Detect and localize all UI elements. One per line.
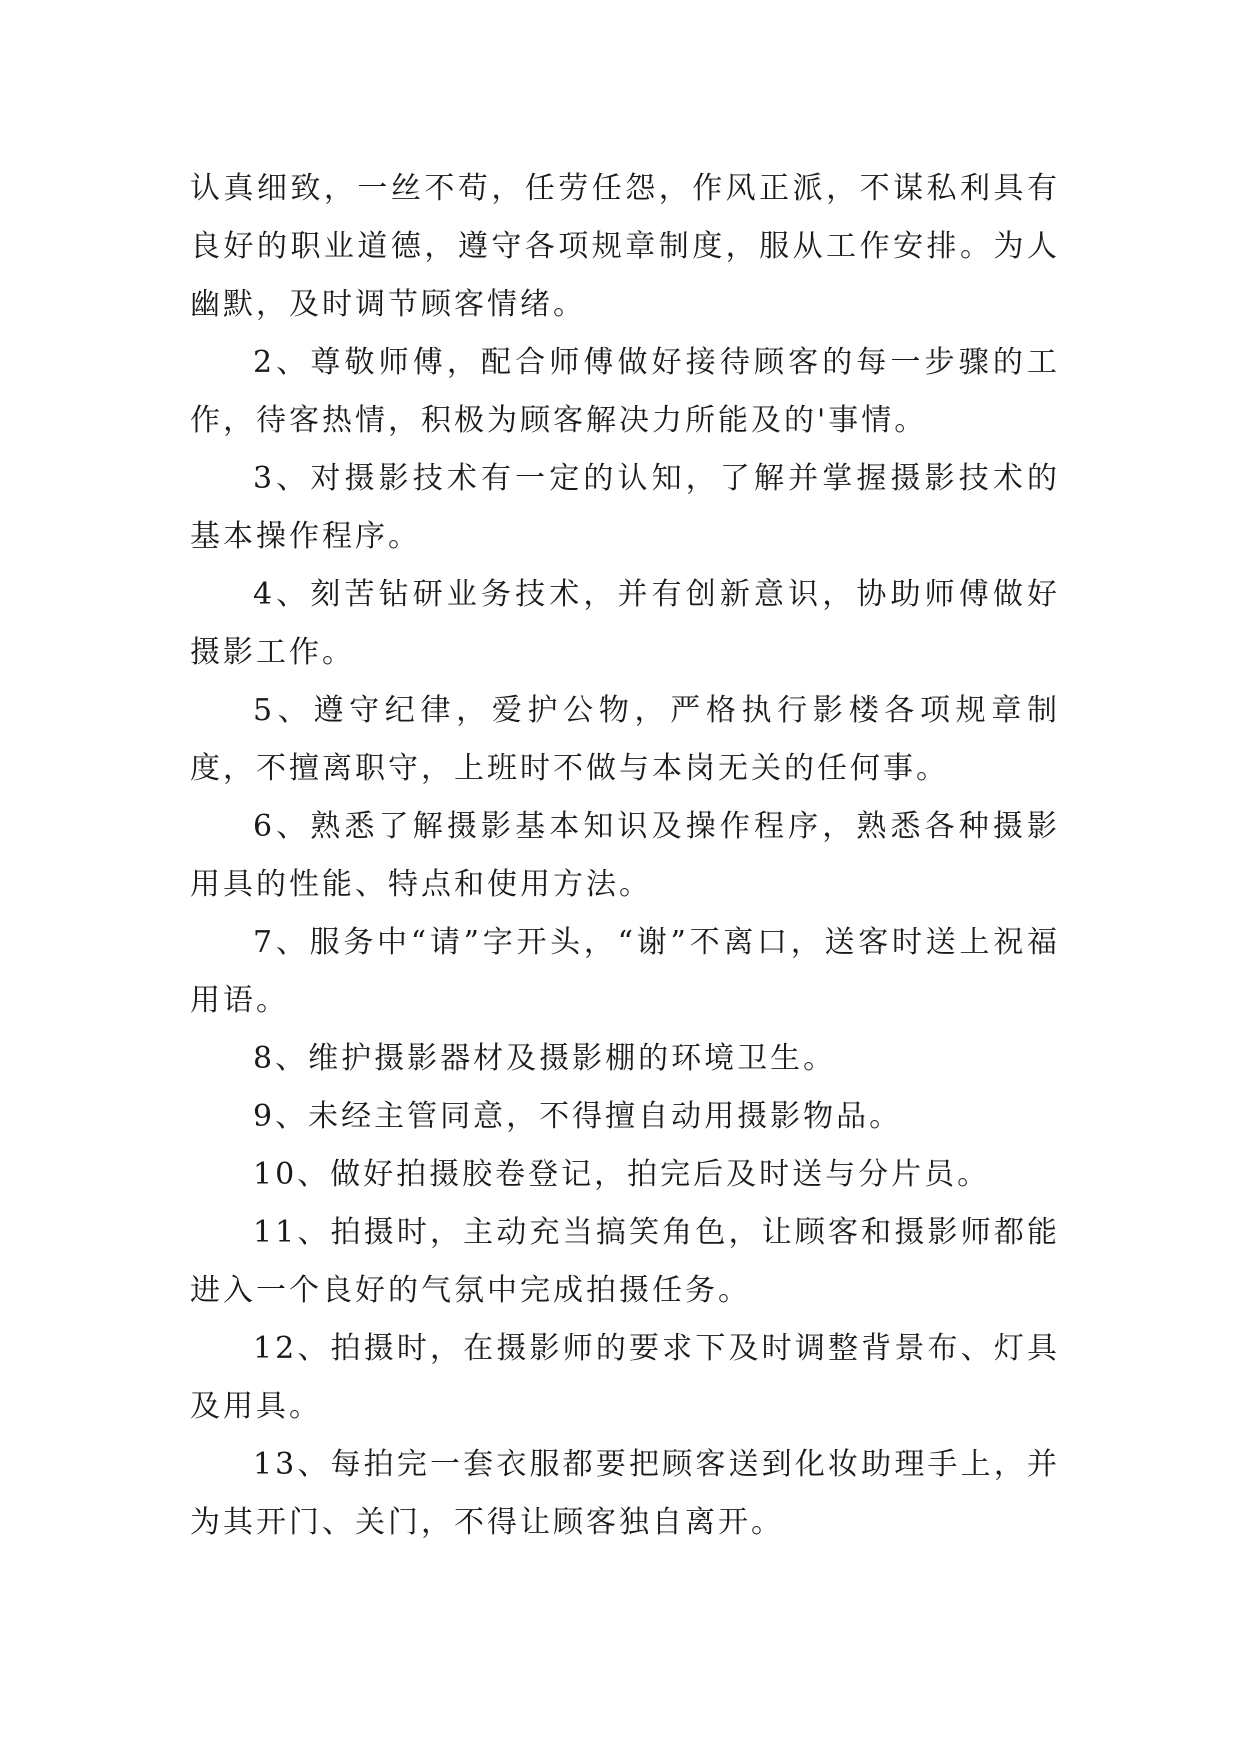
- paragraph-item-7: 7、服务中“请”字开头，“谢”不离口，送客时送上祝福用语。: [190, 925, 1060, 1018]
- paragraph-item-9: 9、未经主管同意，不得擅自动用摄影物品。: [253, 1099, 903, 1134]
- paragraph-item-6: 6、熟悉了解摄影基本知识及操作程序，熟悉各种摄影用具的性能、特点和使用方法。: [190, 809, 1060, 902]
- paragraph-item-3: 3、对摄影技术有一定的认知，了解并掌握摄影技术的基本操作程序。: [190, 461, 1060, 554]
- paragraph-intro: 认真细致，一丝不苟，任劳任怨，作风正派，不谋私利具有良好的职业道德，遵守各项规章制度，服从工作安排。为人幽默，及时调节顾客情绪。: [190, 171, 1060, 322]
- document-body: [190, 160, 1060, 1552]
- paragraph-item-12: 12、拍摄时，在摄影师的要求下及时调整背景布、灯具及用具。: [190, 1331, 1060, 1424]
- paragraph-item-4: 4、刻苦钻研业务技术，并有创新意识，协助师傅做好摄影工作。: [190, 577, 1060, 670]
- paragraph-item-10: 10、做好拍摄胶卷登记，拍完后及时送与分片员。: [253, 1157, 991, 1192]
- paragraph-item-13: 13、每拍完一套衣服都要把顾客送到化妆助理手上，并为其开门、关门，不得让顾客独自离开。: [190, 1447, 1060, 1540]
- paragraph-item-11: 11、拍摄时，主动充当搞笑角色，让顾客和摄影师都能进入一个良好的气氛中完成拍摄任务。: [190, 1215, 1060, 1308]
- paragraph-item-2: 2、尊敬师傅，配合师傅做好接待顾客的每一步骤的工作，待客热情，积极为顾客解决力所能及的'事情。: [190, 345, 1060, 438]
- paragraph-item-8: 8、维护摄影器材及摄影棚的环境卫生。: [253, 1041, 837, 1076]
- paragraph-item-5: 5、遵守纪律，爱护公物，严格执行影楼各项规章制度，不擅离职守，上班时不做与本岗无关的任何事。: [190, 693, 1060, 786]
